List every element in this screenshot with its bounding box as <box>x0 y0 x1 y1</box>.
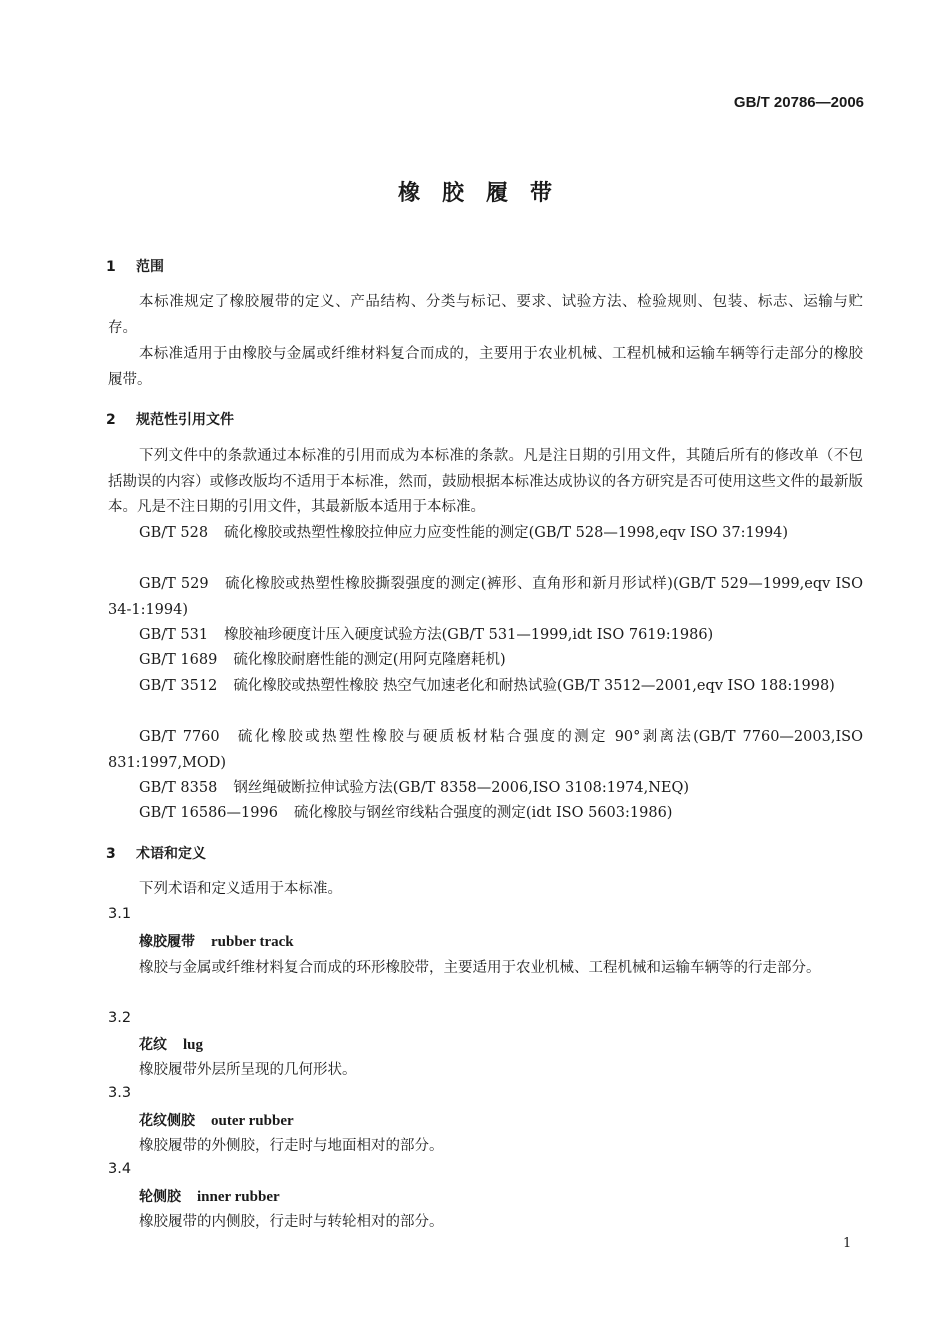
reference-item <box>108 674 863 700</box>
clause-number: 3.4 <box>108 1161 132 1177</box>
reference-text: 硫化橡胶或热塑性橡胶 热空气加速老化和耐热试验(GB/T 3512—2001,eqv ISO 188:1998) <box>233 678 835 694</box>
document-title: 橡胶履带 <box>397 181 574 206</box>
reference-item <box>108 725 863 776</box>
clause-number: 3.3 <box>108 1085 132 1101</box>
clause-number: 3.2 <box>108 1010 132 1026</box>
section-heading-terms-and-definitions <box>106 843 206 863</box>
reference-item <box>108 648 863 674</box>
term-zh: 轮侧胶 <box>139 1189 181 1205</box>
reference-code: GB/T 3512 <box>139 678 218 694</box>
reference-code: GB/T 16586—1996 <box>139 805 278 821</box>
reference-text: 硫化橡胶耐磨性能的测定(用阿克隆磨耗机) <box>233 652 506 668</box>
section-title: 规范性引用文件 <box>136 412 234 428</box>
paragraph: 本标准适用于由橡胶与金属或纤维材料复合而成的，主要用于农业机械、工程机械和运输车辆等行走部分的橡胶履带。 <box>108 346 863 388</box>
section-title: 术语和定义 <box>136 846 206 862</box>
reference-text: 硫化橡胶或热塑性橡胶与硬质板材粘合强度的测定 90°剥离法(GB/T 7760—2003,ISO 831:1997,MOD) <box>108 729 863 771</box>
section-heading-normative-references <box>106 409 234 429</box>
term-en: lug <box>183 1037 204 1053</box>
term-zh: 花纹侧胶 <box>139 1113 195 1129</box>
reference-code: GB/T 7760 <box>139 729 220 745</box>
reference-item <box>108 801 863 827</box>
term-entry <box>139 931 294 951</box>
clause-number: 3.1 <box>108 906 132 922</box>
reference-item <box>108 623 863 649</box>
reference-text: 橡胶袖珍硬度计压入硬度试验方法(GB/T 531—1999,idt ISO 7619:1986) <box>224 627 714 643</box>
page-number: 1 <box>843 1236 852 1251</box>
term-definition: 橡胶履带的外侧胶，行走时与地面相对的部分。 <box>139 1138 444 1154</box>
paragraph: 本标准规定了橡胶履带的定义、产品结构、分类与标记、要求、试验方法、检验规则、包装、标志、运输与贮存。 <box>108 294 863 336</box>
reference-code: GB/T 531 <box>139 627 209 643</box>
term-entry <box>139 1186 280 1206</box>
section-number: 1 <box>106 259 116 275</box>
reference-text: 钢丝绳破断拉伸试验方法(GB/T 8358—2006,ISO 3108:1974,NEQ) <box>233 780 690 796</box>
reference-text: 硫化橡胶与钢丝帘线粘合强度的测定(idt ISO 5603:1986) <box>293 805 673 821</box>
standard-code: GB/T 20786—2006 <box>733 94 864 111</box>
term-definition: 橡胶与金属或纤维材料复合而成的环形橡胶带，主要适用于农业机械、工程机械和运输车辆等的行走部分。 <box>139 960 821 976</box>
term-definition: 橡胶履带外层所呈现的几何形状。 <box>139 1062 357 1078</box>
term-zh: 花纹 <box>139 1037 167 1053</box>
reference-text: 硫化橡胶或热塑性橡胶撕裂强度的测定(裤形、直角形和新月形试样)(GB/T 529—1999,eqv ISO 34-1:1994) <box>108 576 863 618</box>
term-entry <box>139 1110 294 1130</box>
term-en: rubber track <box>211 934 294 950</box>
term-definition: 橡胶履带的内侧胶，行走时与转轮相对的部分。 <box>139 1214 444 1230</box>
paragraph: 下列术语和定义适用于本标准。 <box>139 881 342 897</box>
reference-code: GB/T 528 <box>139 525 209 541</box>
reference-text: 硫化橡胶或热塑性橡胶拉伸应力应变性能的测定(GB/T 528—1998,eqv ISO 37:1994) <box>224 525 789 541</box>
term-entry <box>139 1034 203 1054</box>
section-title: 范围 <box>136 259 164 275</box>
paragraph: 下列文件中的条款通过本标准的引用而成为本标准的条款。凡是注日期的引用文件，其随后所有的修改单（不包括勘误的内容）或修改版均不适用于本标准，然而，鼓励根据本标准达成协议的各方研究是否可使用这些文件的最新版本。凡是不注日期的引用文件，其最新版本适用于本标准。 <box>108 448 863 515</box>
term-zh: 橡胶履带 <box>139 934 195 950</box>
section-number: 3 <box>106 846 116 862</box>
reference-code: GB/T 8358 <box>139 780 218 796</box>
reference-code: GB/T 529 <box>139 576 209 592</box>
reference-item <box>108 521 863 547</box>
term-en: outer rubber <box>211 1113 294 1129</box>
section-number: 2 <box>106 412 116 428</box>
reference-item <box>108 572 863 623</box>
reference-code: GB/T 1689 <box>139 652 218 668</box>
reference-item <box>108 776 863 802</box>
term-en: inner rubber <box>197 1189 280 1205</box>
section-heading-scope <box>106 256 164 276</box>
